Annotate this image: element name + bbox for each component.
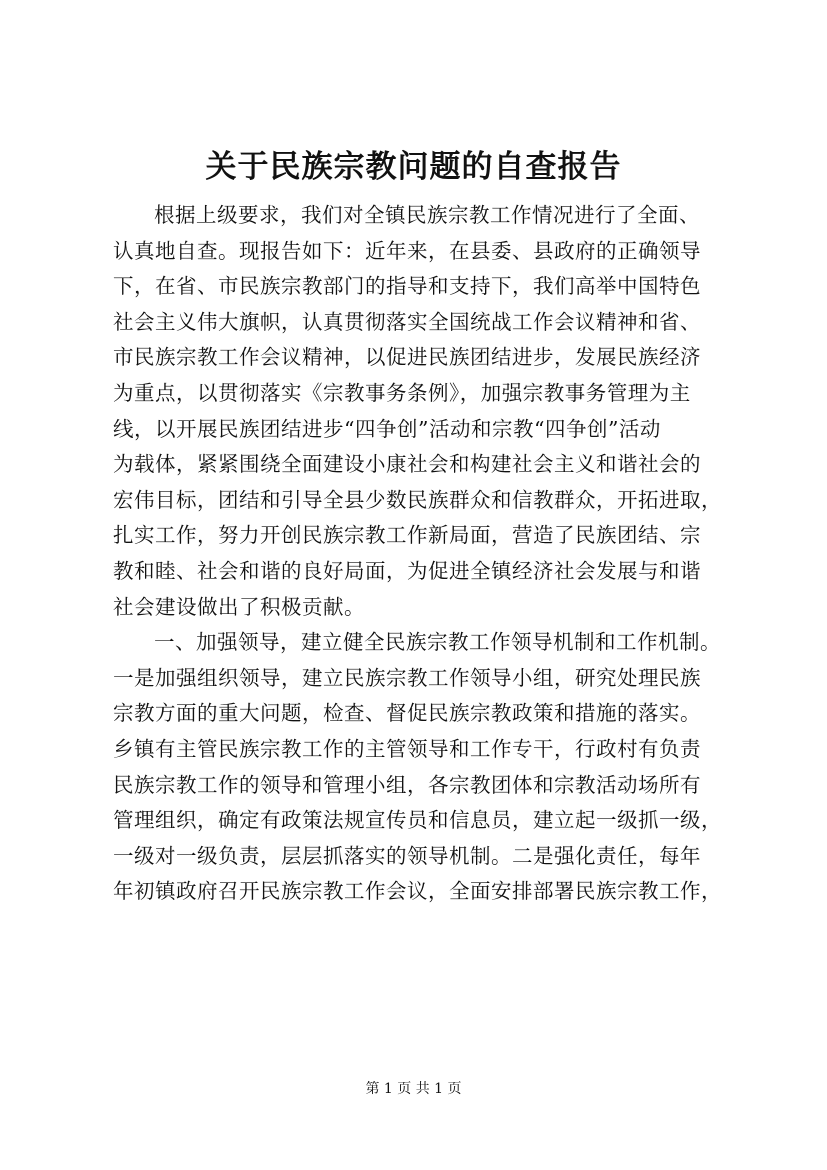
body-line: 宏伟目标，团结和引导全县少数民族群众和信教群众，开拓进取， (113, 487, 722, 512)
body-line: 线，以开展民族团结进步“四争创”活动和宗教“四争创”活动 (113, 416, 661, 441)
body-line: 宗教方面的重大问题，检查、督促民族宗教政策和措施的落实。 (113, 701, 701, 726)
body-line: 下，在省、市民族宗教部门的指导和支持下，我们高举中国特色 (113, 274, 701, 299)
body-line: 社会建设做出了积极贡献。 (113, 594, 365, 619)
document-title: 关于民族宗教问题的自查报告 (205, 149, 622, 185)
body-line: 根据上级要求，我们对全镇民族宗教工作情况进行了全面、 (154, 203, 700, 227)
body-line: 教和睦、社会和谐的良好局面，为促进全镇经济社会发展与和谐 (113, 558, 701, 583)
body-line: 民族宗教工作的领导和管理小组，各宗教团体和宗教活动场所有 (113, 772, 701, 797)
body-line: 管理组织，确定有政策法规宣传员和信息员，建立起一级抓一级， (113, 808, 722, 833)
page-footer: 第 1 页 共 1 页 (365, 1081, 462, 1097)
body-line: 为载体，紧紧围绕全面建设小康社会和构建社会主义和谐社会的 (113, 452, 701, 477)
body-line: 扎实工作，努力开创民族宗教工作新局面，营造了民族团结、宗 (113, 523, 701, 548)
body-line: 一级对一级负责，层层抓落实的领导机制。二是强化责任，每年 (113, 843, 701, 868)
body-line: 市民族宗教工作会议精神，以促进民族团结进步，发展民族经济 (113, 345, 701, 370)
body-line: 社会主义伟大旗帜，认真贯彻落实全国统战工作会议精神和省、 (113, 309, 701, 334)
document-body (113, 198, 733, 910)
body-line: 为重点，以贯彻落实《宗教事务条例》，加强宗教事务管理为主 (113, 380, 691, 405)
body-line: 年初镇政府召开民族宗教工作会议，全面安排部署民族宗教工作， (113, 879, 722, 904)
body-line: 一是加强组织领导，建立民族宗教工作领导小组，研究处理民族 (113, 665, 701, 690)
body-line: 认真地自查。现报告如下：近年来，在县委、县政府的正确领导 (113, 238, 701, 263)
section-heading-line: 一、加强领导，建立健全民族宗教工作领导机制和工作机制。 (154, 630, 721, 655)
body-line: 乡镇有主管民族宗教工作的主管领导和工作专干，行政村有负责 (113, 736, 701, 761)
